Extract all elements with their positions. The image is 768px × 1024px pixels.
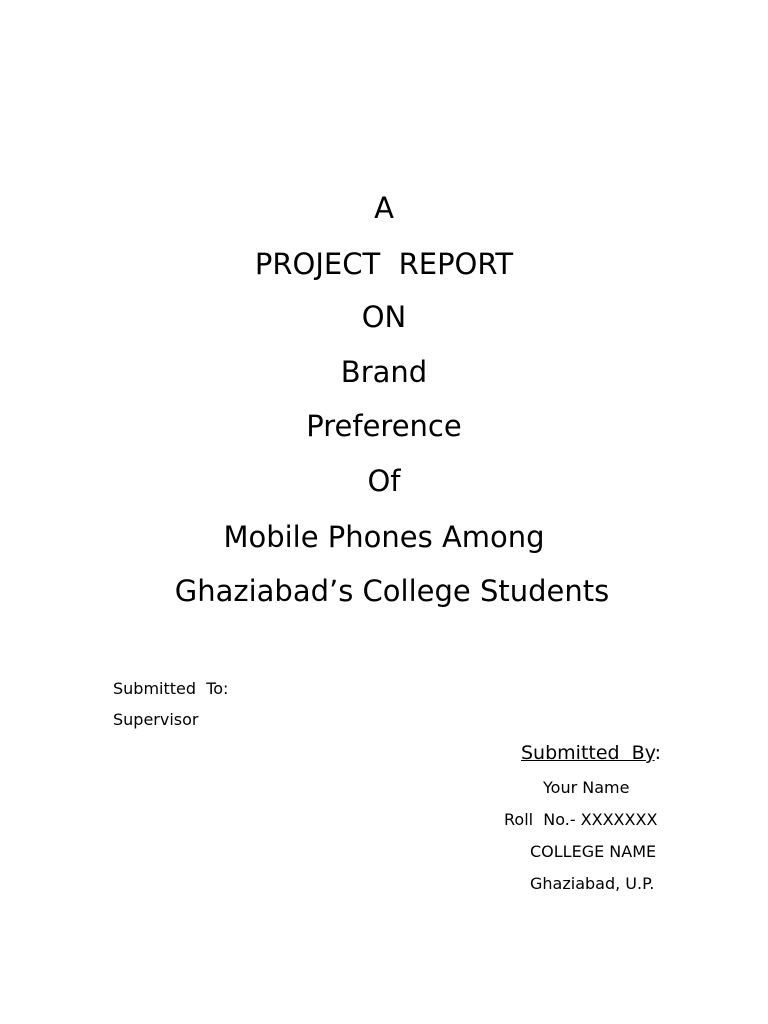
submitted-by-label: Submitted By xyxy=(521,742,655,764)
supervisor-name: Supervisor xyxy=(113,710,199,729)
roll-value: XXXXXXX xyxy=(580,810,658,829)
title-mobile-phones: Mobile Phones Among xyxy=(223,520,545,554)
title-project-report: PROJECT REPORT xyxy=(254,247,514,281)
roll-number xyxy=(504,810,657,830)
title-students: Ghaziabad’s College Students xyxy=(174,574,610,608)
title-article: A xyxy=(374,191,394,225)
submitted-by-colon: : xyxy=(654,742,661,764)
student-name: Your Name xyxy=(543,778,630,797)
title-brand: Brand xyxy=(340,355,428,389)
title-of: Of xyxy=(367,464,401,498)
roll-label: Roll No.- xyxy=(504,810,581,829)
college-name: COLLEGE NAME xyxy=(530,842,657,861)
title-on: ON xyxy=(361,300,407,334)
title-preference: Preference xyxy=(306,409,462,443)
submitted-to-label: Submitted To: xyxy=(113,679,229,698)
college-location: Ghaziabad, U.P. xyxy=(530,874,655,893)
submitted-by-heading xyxy=(521,741,661,765)
